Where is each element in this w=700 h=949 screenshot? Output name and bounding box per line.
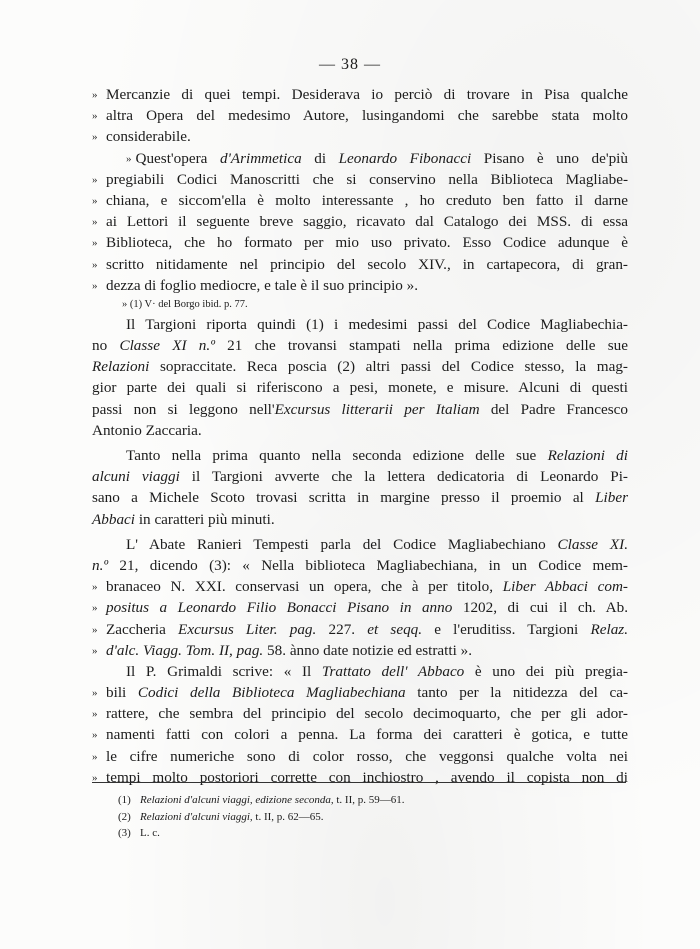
italic-text: d'Arimmetica bbox=[219, 149, 302, 167]
line-text: tanto per la nitidezza del ca- bbox=[405, 684, 629, 702]
body-text bbox=[92, 84, 628, 788]
line-text: Biblioteca, che ho formato per mio uso privato. Esso Codice adunque è bbox=[106, 234, 628, 252]
line-text: 58. ànno date notizie ed estratti ». bbox=[263, 641, 472, 659]
italic-text: Liber Abbaci com- bbox=[502, 578, 628, 596]
quote-mark: » bbox=[92, 258, 98, 271]
line-text: tempi molto postoriori corrette con inchiostro , avendo il copista non di bbox=[106, 768, 628, 786]
quote-mark: » bbox=[126, 152, 132, 165]
footnotes bbox=[118, 792, 518, 842]
italic-text: Liber bbox=[595, 489, 628, 507]
italic-text: et seqq. bbox=[367, 620, 423, 638]
italic-text: Excursus Liter. pag. bbox=[178, 620, 317, 638]
line-text: Pisano è uno de'più bbox=[471, 149, 628, 167]
text-line: gior parte dei quali si riferiscono a pesi, monete, e misure. Alcuni di questi bbox=[92, 379, 628, 397]
text-line: Il Targioni riporta quindi (1) i medesimi passi del Codice Magliabechia- bbox=[126, 315, 628, 333]
paragraph-2 bbox=[92, 148, 628, 314]
quote-mark: » bbox=[92, 89, 98, 101]
quote-mark: » bbox=[92, 623, 98, 636]
footnote-number: (2) bbox=[118, 810, 131, 823]
quote-mark: » bbox=[92, 602, 98, 615]
line-text: namenti fatti con colori a penna. La forma dei caratteri è gotica, e tutte bbox=[106, 726, 628, 744]
text-line bbox=[92, 211, 628, 232]
paragraph-3 bbox=[92, 314, 628, 441]
quote-mark: » bbox=[92, 237, 98, 250]
line-text: altra Opera del medesimo Autore, lusingandomi che sarebbe stata molto bbox=[106, 107, 628, 125]
text-line bbox=[92, 746, 628, 767]
paragraph-1 bbox=[92, 84, 628, 148]
quote-mark: » bbox=[92, 581, 98, 594]
quote-mark: » bbox=[92, 173, 98, 186]
footnote-2 bbox=[118, 809, 518, 826]
line-text: il Targioni avverte che la lettera dedicatoria di Leonardo Pi- bbox=[179, 468, 628, 486]
text-line bbox=[92, 682, 628, 703]
line-text: di bbox=[301, 149, 339, 167]
text-line bbox=[92, 703, 628, 724]
italic-text: Relazioni d'alcuni viaggi, edizione seconda, bbox=[140, 794, 334, 806]
text-line bbox=[92, 105, 628, 126]
text-line bbox=[92, 169, 628, 190]
text-line bbox=[92, 576, 628, 597]
text-line bbox=[92, 724, 628, 745]
quote-mark: » bbox=[92, 131, 98, 144]
line-text: L' Abate Ranieri Tempesti parla del Codice Magliabechiano bbox=[126, 535, 558, 553]
line-text: Mercanzie di quei tempi. Desiderava io perciò di trovare in Pisa qualche bbox=[106, 86, 628, 103]
footnote-3 bbox=[118, 825, 518, 842]
inline-citation-note: » (1) V· del Borgo ibid. p. 77. bbox=[122, 298, 248, 310]
paragraph-6 bbox=[92, 661, 628, 788]
italic-text: Leonardo Fibonacci bbox=[338, 149, 472, 167]
line-text: passi non si leggono nell' bbox=[92, 400, 275, 418]
line-text: in caratteri più minuti. bbox=[135, 510, 275, 528]
line-text: chiana, e siccom'ella è molto interessante , ho creduto ben fatto il darne bbox=[106, 191, 628, 209]
line-text: bili bbox=[106, 684, 138, 702]
text-line bbox=[92, 275, 628, 296]
line-text: Zaccheria bbox=[106, 620, 179, 638]
footnote-number: (1) bbox=[118, 794, 131, 806]
quote-mark: » bbox=[92, 708, 98, 721]
text-line bbox=[92, 148, 628, 169]
text-line bbox=[92, 555, 628, 576]
quote-mark: » bbox=[92, 110, 98, 123]
page-number: — 38 — bbox=[319, 56, 381, 73]
line-text: 21 che trovansi stampati nella prima edizione delle sue bbox=[214, 337, 628, 355]
italic-text: Trattato dell' Abbaco bbox=[321, 662, 465, 680]
line-text: è uno dei più pregia- bbox=[464, 662, 628, 680]
line-text: ai Lettori il seguente breve saggio, ricavato dal Catalogo dei MSS. di essa bbox=[106, 213, 628, 231]
italic-text: positus a Leonardo Filio Bonacci Pisano in anno bbox=[106, 599, 453, 617]
text-line bbox=[92, 661, 628, 682]
italic-text: alcuni viaggi bbox=[92, 468, 180, 486]
text-line bbox=[92, 534, 628, 555]
text-line bbox=[92, 445, 628, 466]
text-line bbox=[92, 619, 628, 640]
italic-text: Relazioni bbox=[92, 358, 150, 376]
line-text: 1202, di cui il ch. Ab. bbox=[452, 599, 628, 617]
quote-mark: » bbox=[92, 279, 98, 292]
italic-text: Relazioni di bbox=[547, 447, 628, 464]
italic-text: Relaz. bbox=[590, 620, 628, 638]
quote-mark: » bbox=[92, 687, 98, 700]
italic-text: Abbaci bbox=[92, 510, 136, 528]
footnote-text: t. II, p. 59—61. bbox=[333, 794, 405, 806]
footnote-text: L. c. bbox=[140, 827, 160, 839]
italic-text: Relazioni d'alcuni viaggi, bbox=[140, 810, 253, 823]
footnote-number: (3) bbox=[118, 827, 131, 839]
paragraph-5 bbox=[92, 534, 628, 661]
text-line bbox=[92, 466, 628, 487]
italic-text: Excursus litterarii per Italiam bbox=[274, 400, 480, 418]
paragraph-4 bbox=[92, 445, 628, 530]
italic-text: Codici della Biblioteca Magliabechiana bbox=[137, 684, 406, 702]
italic-text: Classe XI. bbox=[557, 535, 628, 553]
text-line bbox=[92, 399, 628, 420]
quote-mark: » bbox=[92, 750, 98, 763]
line-text: rattere, che sembra del principio del secolo decimoquarto, che per gli ador- bbox=[106, 705, 628, 723]
quote-mark: » bbox=[92, 644, 98, 657]
line-text: le cifre numeriche sono di color rosso, che veggonsi qualche volta nei bbox=[106, 747, 628, 765]
italic-text: Classe XI n.º bbox=[119, 337, 215, 355]
text-line: Antonio Zaccaria. bbox=[92, 421, 202, 439]
footnote-text: t. II, p. 62—65. bbox=[252, 810, 324, 823]
line-text: Il P. Grimaldi scrive: « Il bbox=[126, 662, 322, 680]
quote-mark: » bbox=[92, 729, 98, 742]
text-line bbox=[92, 126, 628, 147]
quote-mark: » bbox=[92, 216, 98, 229]
line-text: dezza di foglio mediocre, e tale è il suo principio ». bbox=[106, 276, 419, 294]
line-text: considerabile. bbox=[106, 128, 191, 146]
line-text: del Padre Francesco bbox=[479, 400, 628, 418]
quote-mark: » bbox=[92, 194, 98, 207]
text-line bbox=[92, 509, 628, 530]
footnote-divider bbox=[92, 782, 626, 783]
line-text: scritto nitidamente nel principio del secolo XIV., in cartapecora, di gran- bbox=[106, 255, 628, 273]
text-line bbox=[92, 232, 628, 253]
text-line bbox=[92, 84, 628, 105]
line-text: sopraccitate. Reca poscia (2) altri passi del Codice stesso, la mag- bbox=[149, 358, 628, 376]
line-text: e l'eruditiss. Targioni bbox=[422, 620, 591, 638]
footnote-1 bbox=[118, 792, 518, 809]
line-text: 21, dicendo (3): « Nella biblioteca Magliabechiana, in un Codice mem- bbox=[108, 556, 628, 574]
text-line bbox=[92, 597, 628, 618]
text-line bbox=[92, 254, 628, 275]
text-line bbox=[92, 640, 628, 661]
text-line bbox=[92, 487, 628, 508]
line-text: 227. bbox=[316, 620, 368, 638]
italic-text: d'alc. Viagg. Tom. II, pag. bbox=[106, 641, 264, 659]
quote-mark: » bbox=[92, 771, 98, 784]
italic-text: n.º bbox=[92, 556, 109, 574]
line-text: Tanto nella prima quanto nella seconda edizione delle sue bbox=[126, 447, 548, 464]
line-text: pregiabili Codici Manoscritti che si conservino nella Biblioteca Magliabe- bbox=[106, 170, 628, 188]
line-text: branaceo N. XXI. conservasi un opera, che à per titolo, bbox=[106, 578, 503, 596]
text-line bbox=[92, 335, 628, 356]
text-line bbox=[92, 767, 628, 788]
text-line bbox=[92, 190, 628, 211]
text-line bbox=[92, 356, 628, 377]
line-text: Quest'opera bbox=[135, 149, 220, 167]
line-text: sano a Michele Scoto trovasi scritta in margine presso il proemio al bbox=[92, 489, 596, 507]
line-text: no bbox=[92, 337, 120, 355]
